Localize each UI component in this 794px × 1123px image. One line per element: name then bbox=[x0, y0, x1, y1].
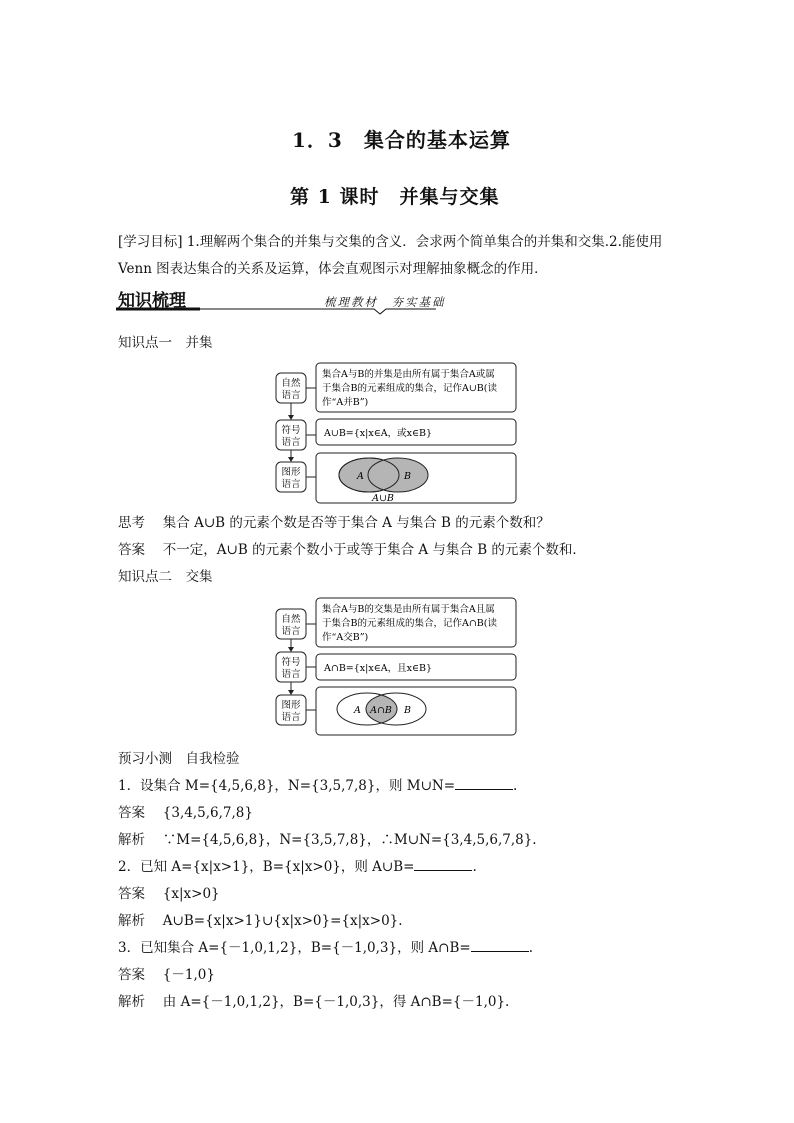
practice-e1-label: 解析 bbox=[118, 832, 145, 848]
practice-a2 bbox=[118, 884, 220, 904]
union-venn-caption: A∪B bbox=[372, 493, 394, 504]
practice-e3-label: 解析 bbox=[118, 994, 145, 1010]
union-natural-label-1: 自然 bbox=[281, 378, 301, 389]
union-natural-line-3: 作“A并B”) bbox=[322, 397, 369, 408]
intersection-symbol-label-2: 语言 bbox=[281, 669, 301, 680]
practice-q2-text: 2．已知 A={x|x>1}，B={x|x>0}，则 A∪B= bbox=[118, 859, 415, 875]
practice-q2-blank bbox=[414, 858, 472, 871]
objectives-text-1: 1.理解两个集合的并集与交集的含义．会求两个简单集合的并集和交集.2.能使用 bbox=[186, 234, 663, 250]
objectives-label: [学习目标] bbox=[118, 234, 183, 250]
banner-title: 知识梳理 bbox=[118, 291, 186, 311]
practice-a1-label: 答案 bbox=[118, 805, 145, 821]
union-natural-line-2: 于集合B的元素组成的集合，记作A∪B(读 bbox=[322, 383, 497, 394]
practice-e3-value: 由 A={－1,0,1,2}，B={－1,0,3}，得 A∩B={－1,0}. bbox=[162, 994, 510, 1010]
intersection-graphic-label-2: 语言 bbox=[281, 712, 301, 723]
intersection-graphic-label-1: 图形 bbox=[281, 700, 301, 711]
intersection-natural-line-2: 于集合B的元素组成的集合，记作A∩B(读 bbox=[322, 618, 497, 629]
practice-q3-text: 3．已知集合 A={－1,0,1,2}，B={－1,0,3}，则 A∩B= bbox=[118, 940, 471, 956]
practice-a2-value: {x|x>0} bbox=[162, 886, 220, 902]
practice-a3-value: {－1,0} bbox=[162, 967, 215, 983]
intersection-venn-label-b: B bbox=[404, 705, 411, 716]
practice-e2-label: 解析 bbox=[118, 913, 145, 929]
think-answer-label: 答案 bbox=[118, 542, 145, 558]
practice-q3: 3．已知集合 A={－1,0,1,2}，B={－1,0,3}，则 A∩B= . bbox=[118, 940, 533, 956]
intersection-symbol-text: A∩B={x|x∈A，且x∈B} bbox=[324, 663, 433, 674]
banner-underline bbox=[116, 306, 438, 316]
union-venn-label-a: A bbox=[357, 471, 364, 482]
practice-e2 bbox=[118, 911, 403, 931]
union-symbol-label-1: 符号 bbox=[281, 425, 301, 436]
intersection-diagram bbox=[272, 596, 520, 740]
think-answer: 不一定，A∪B 的元素个数小于或等于集合 A 与集合 B 的元素个数和． bbox=[162, 542, 586, 558]
intersection-natural-label-1: 自然 bbox=[281, 614, 301, 625]
union-diagram bbox=[272, 362, 520, 508]
intersection-heading: 知识点二 交集 bbox=[118, 569, 213, 585]
practice-e2-value: A∪B={x|x>1}∪{x|x>0}={x|x>0}. bbox=[162, 913, 403, 929]
union-heading: 知识点一 并集 bbox=[118, 335, 213, 351]
union-natural-label-2: 语言 bbox=[281, 390, 301, 401]
intersection-natural-line-1: 集合A与B的交集是由所有属于集合A且属 bbox=[322, 604, 495, 615]
union-venn-circle-b bbox=[368, 458, 428, 492]
practice-e1 bbox=[118, 830, 537, 850]
objectives-line-2: Venn 图表达集合的关系及运算，体会直观图示对理解抽象概念的作用． bbox=[118, 261, 548, 277]
think-answer-line bbox=[118, 540, 586, 560]
think-line bbox=[118, 513, 550, 533]
practice-q1-text: 1．设集合 M={4,5,6,8}，N={3,5,7,8}，则 M∪N= bbox=[118, 778, 456, 794]
practice-a3-label: 答案 bbox=[118, 967, 145, 983]
intersection-natural-line-3: 作“A交B”) bbox=[322, 632, 369, 643]
intersection-venn-label-a: A bbox=[354, 705, 361, 716]
practice-a1 bbox=[118, 803, 253, 823]
practice-a3 bbox=[118, 965, 215, 985]
practice-a1-value: {3,4,5,6,7,8} bbox=[162, 805, 253, 821]
lesson-title: 第 1 课时 并集与交集 bbox=[290, 186, 500, 208]
practice-q2: 2．已知 A={x|x>1}，B={x|x>0}，则 A∪B= . bbox=[118, 859, 477, 875]
union-symbol-label-2: 语言 bbox=[281, 437, 301, 448]
union-natural-line-1: 集合A与B的并集是由所有属于集合A或属 bbox=[322, 369, 495, 380]
banner-subtitle: 梳理教材 夯实基础 bbox=[324, 295, 446, 309]
think-label: 思考 bbox=[118, 515, 145, 531]
union-graphic-label-1: 图形 bbox=[281, 467, 301, 478]
practice-q3-blank bbox=[471, 939, 529, 952]
think-question: 集合 A∪B 的元素个数是否等于集合 A 与集合 B 的元素个数和？ bbox=[162, 515, 550, 531]
union-symbol-text: A∪B={x|x∈A，或x∈B} bbox=[324, 428, 433, 439]
union-graphic-label-2: 语言 bbox=[281, 479, 301, 490]
practice-q1: 1．设集合 M={4,5,6,8}，N={3,5,7,8}，则 M∪N= . bbox=[118, 778, 518, 794]
intersection-natural-label-2: 语言 bbox=[281, 626, 301, 637]
practice-heading: 预习小测 自我检验 bbox=[118, 751, 240, 767]
intersection-venn-label-mid: A∩B bbox=[370, 705, 392, 716]
practice-a2-label: 答案 bbox=[118, 886, 145, 902]
intersection-symbol-label-1: 符号 bbox=[281, 657, 301, 668]
practice-e3 bbox=[118, 992, 509, 1012]
intersection-graphic-box bbox=[316, 687, 516, 735]
practice-e1-value: ∵M={4,5,6,8}，N={3,5,7,8}，∴M∪N={3,4,5,6,7,8}. bbox=[162, 832, 537, 848]
chapter-title: 1．3 集合的基本运算 bbox=[292, 128, 511, 152]
objectives-line-1 bbox=[118, 232, 662, 252]
union-venn-label-b: B bbox=[404, 471, 411, 482]
practice-q1-blank bbox=[455, 777, 513, 790]
